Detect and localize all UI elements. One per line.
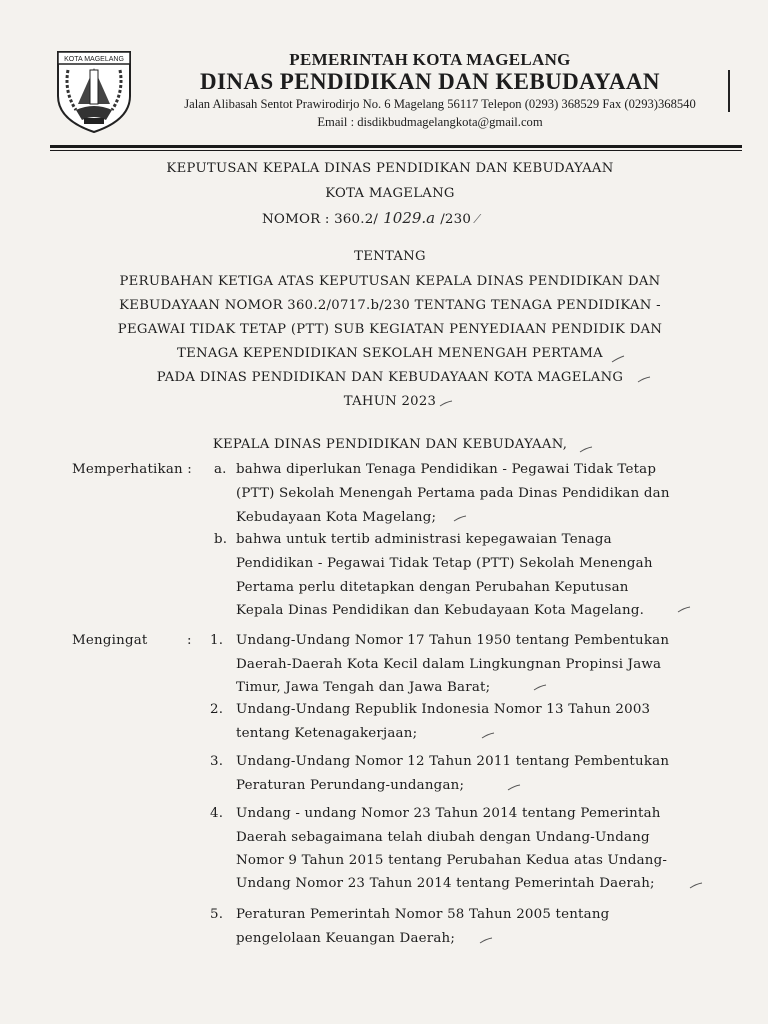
list-number: 2. bbox=[210, 702, 224, 717]
decree-number-suffix: /230 bbox=[440, 212, 472, 227]
legal-basis-line: Nomor 9 Tahun 2015 tentang Perubahan Kedua atas Undang- bbox=[236, 853, 668, 868]
agency-address: Jalan Alibasah Sentot Prawirodirjo No. 6 Magelang 56117 Telepon (0293) 368529 Fax (0293)368540 bbox=[184, 97, 696, 111]
consideration-b-line: Pertama perlu ditetapkan dengan Perubahan Keputusan bbox=[236, 580, 629, 595]
list-marker: a. bbox=[214, 462, 227, 477]
legal-basis-line: pengelolaan Keuangan Daerah; bbox=[236, 931, 456, 946]
list-number: 5. bbox=[210, 907, 224, 922]
legal-basis-line: tentang Ketenagakerjaan; bbox=[236, 726, 418, 741]
consideration-a-line: (PTT) Sekolah Menengah Pertama pada Dinas Pendidikan dan bbox=[236, 486, 670, 501]
legal-basis-line: Daerah-Daerah Kota Kecil dalam Lingkungnan Propinsi Jawa bbox=[236, 657, 662, 672]
decree-title-line2: KOTA MAGELANG bbox=[325, 186, 455, 201]
legal-basis-line: Undang-Undang Nomor 12 Tahun 2011 tentang Pembentukan bbox=[236, 754, 670, 769]
decree-title-line1: KEPUTUSAN KEPALA DINAS PENDIDIKAN DAN KEBUDAYAAN bbox=[166, 161, 614, 176]
consideration-b-line: Pendidikan - Pegawai Tidak Tetap (PTT) Sekolah Menengah bbox=[236, 556, 653, 571]
legal-basis-line: Undang-Undang Republik Indonesia Nomor 13 Tahun 2003 bbox=[236, 702, 651, 717]
government-name: PEMERINTAH KOTA MAGELANG bbox=[289, 50, 571, 69]
tentang-line: TAHUN 2023 bbox=[343, 394, 437, 409]
tentang-label: TENTANG bbox=[354, 249, 426, 264]
tentang-line: PADA DINAS PENDIDIKAN DAN KEBUDAYAAN KOTA MAGELANG bbox=[156, 370, 624, 385]
tentang-line: PEGAWAI TIDAK TETAP (PTT) SUB KEGIATAN PENYEDIAAN PENDIDIK DAN bbox=[117, 322, 663, 337]
tentang-line: PERUBAHAN KETIGA ATAS KEPUTUSAN KEPALA DINAS PENDIDIKAN DAN bbox=[119, 274, 661, 289]
tentang-line: TENAGA KEPENDIDIKAN SEKOLAH MENENGAH PERTAMA bbox=[177, 346, 603, 361]
legal-basis-line: Peraturan Perundang-undangan; bbox=[236, 778, 465, 793]
legal-basis-line: Daerah sebagaimana telah diubah dengan Undang-Undang bbox=[236, 830, 650, 845]
consideration-b-line: Kepala Dinas Pendidikan dan Kebudayaan Kota Magelang. bbox=[236, 603, 645, 618]
tentang-line: KEBUDAYAAN NOMOR 360.2/0717.b/230 TENTANG TENAGA PENDIDIKAN - bbox=[119, 298, 661, 313]
legal-basis-line: Undang - undang Nomor 23 Tahun 2014 tentang Pemerintah bbox=[236, 806, 661, 821]
decree-heading: KEPALA DINAS PENDIDIKAN DAN KEBUDAYAAN, bbox=[212, 437, 568, 452]
list-number: 3. bbox=[210, 754, 224, 769]
consideration-a-line: Kebudayaan Kota Magelang; bbox=[236, 510, 437, 525]
legal-basis-line: Undang-Undang Nomor 17 Tahun 1950 tentang Pembentukan bbox=[236, 633, 670, 648]
consideration-b-line: bahwa untuk tertib administrasi kepegawaian Tenaga bbox=[236, 532, 612, 547]
list-number: 1. bbox=[210, 633, 224, 648]
legal-basis-line: Timur, Jawa Tengah dan Jawa Barat; bbox=[236, 680, 491, 695]
memperhatikan-label: Memperhatikan : bbox=[72, 462, 192, 477]
mengingat-label: Mengingat bbox=[72, 633, 148, 648]
svg-text:KOTA MAGELANG: KOTA MAGELANG bbox=[64, 56, 124, 63]
list-number: 4. bbox=[210, 806, 224, 821]
agency-name: DINAS PENDIDIKAN DAN KEBUDAYAAN bbox=[200, 69, 660, 94]
legal-basis-line: Undang Nomor 23 Tahun 2014 tentang Pemerintah Daerah; bbox=[236, 876, 655, 891]
consideration-a-line: bahwa diperlukan Tenaga Pendidikan - Pegawai Tidak Tetap bbox=[236, 462, 657, 477]
legal-basis-line: Peraturan Pemerintah Nomor 58 Tahun 2005 tentang bbox=[236, 907, 610, 922]
decree-number-prefix: NOMOR : 360.2/ bbox=[262, 212, 379, 227]
mengingat-colon: : bbox=[187, 633, 192, 648]
initial-mark: ⁄ bbox=[476, 212, 479, 226]
list-marker: b. bbox=[214, 532, 228, 547]
decree-number-handwritten: 1029.a bbox=[383, 209, 436, 227]
agency-email: Email : disdikbudmagelangkota@gmail.com bbox=[317, 115, 543, 129]
